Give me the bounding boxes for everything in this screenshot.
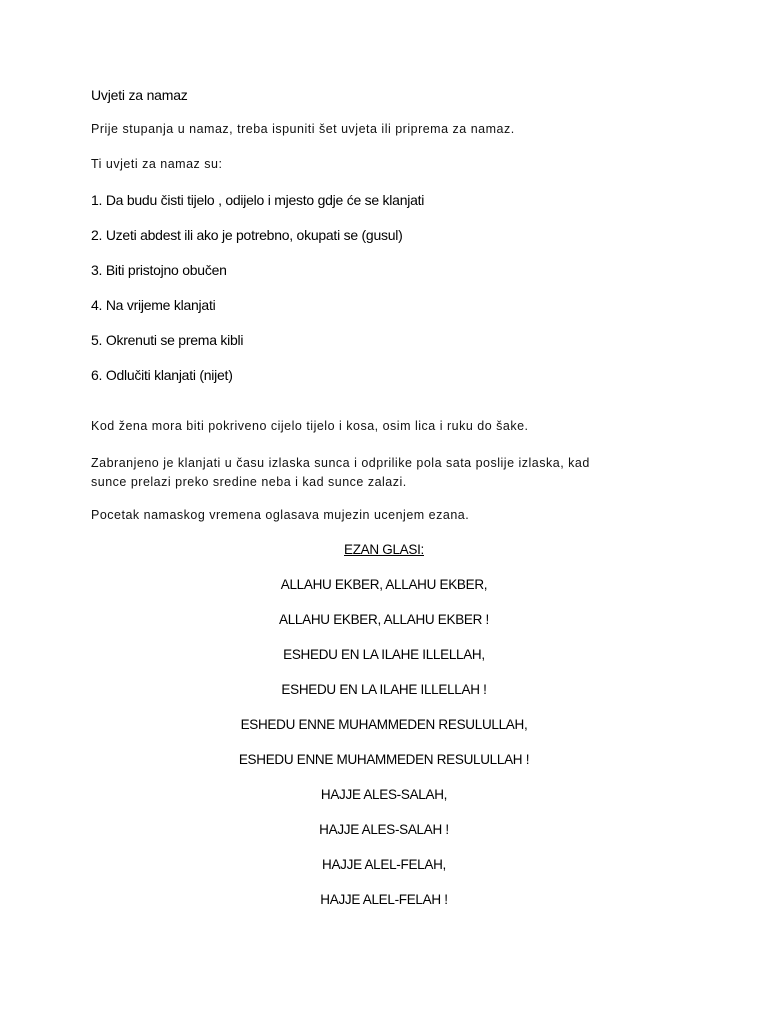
condition-item-3: 3. Biti pristojno obučen — [91, 262, 227, 278]
prayer-time-start-paragraph: Pocetak namaskog vremena oglasava mujezin ucenjem ezana. — [91, 508, 470, 522]
ezan-line: HAJJE ALEL-FELAH, — [322, 857, 446, 872]
document-title: Uvjeti za namaz — [91, 87, 188, 103]
ezan-line: ALLAHU EKBER, ALLAHU EKBER ! — [279, 612, 489, 627]
ezan-heading: EZAN GLASI: — [344, 542, 424, 557]
condition-item-4: 4. Na vrijeme klanjati — [91, 297, 216, 313]
ezan-line: ESHEDU ENNE MUHAMMEDEN RESULULLAH ! — [238, 752, 530, 767]
condition-item-6: 6. Odlučiti klanjati (nijet) — [91, 367, 233, 383]
forbidden-times-paragraph: Zabranjeno je klanjati u času izlaska sunca i odprilike pola sata poslije izlaska, kad sunce prelazi preko sredine neba i kad sunce zalazi. — [91, 456, 590, 489]
intro-paragraph: Prije stupanja u namaz, treba ispuniti šet uvjeta ili priprema za namaz. — [91, 122, 515, 136]
ezan-line: HAJJE ALEL-FELAH ! — [320, 892, 448, 907]
ezan-line: HAJJE ALES-SALAH ! — [319, 822, 449, 837]
ezan-line: ESHEDU EN LA ILAHE ILLELLAH, — [283, 647, 485, 662]
ezan-line: ESHEDU ENNE MUHAMMEDEN RESULULLAH, — [240, 717, 528, 732]
ezan-line: ESHEDU EN LA ILAHE ILLELLAH ! — [281, 682, 487, 697]
ezan-line: HAJJE ALES-SALAH, — [320, 787, 448, 802]
condition-item-2: 2. Uzeti abdest ili ako je potrebno, okupati se (gusul) — [91, 227, 403, 243]
women-note-paragraph: Kod žena mora biti pokriveno cijelo tijelo i kosa, osim lica i ruku do šake. — [91, 419, 529, 433]
condition-item-1: 1. Da budu čisti tijelo , odijelo i mjesto gdje će se klanjati — [91, 192, 425, 208]
condition-item-5: 5. Okrenuti se prema kibli — [91, 332, 244, 348]
conditions-intro: Ti uvjeti za namaz su: — [91, 157, 223, 171]
ezan-line: ALLAHU EKBER, ALLAHU EKBER, — [280, 577, 488, 592]
